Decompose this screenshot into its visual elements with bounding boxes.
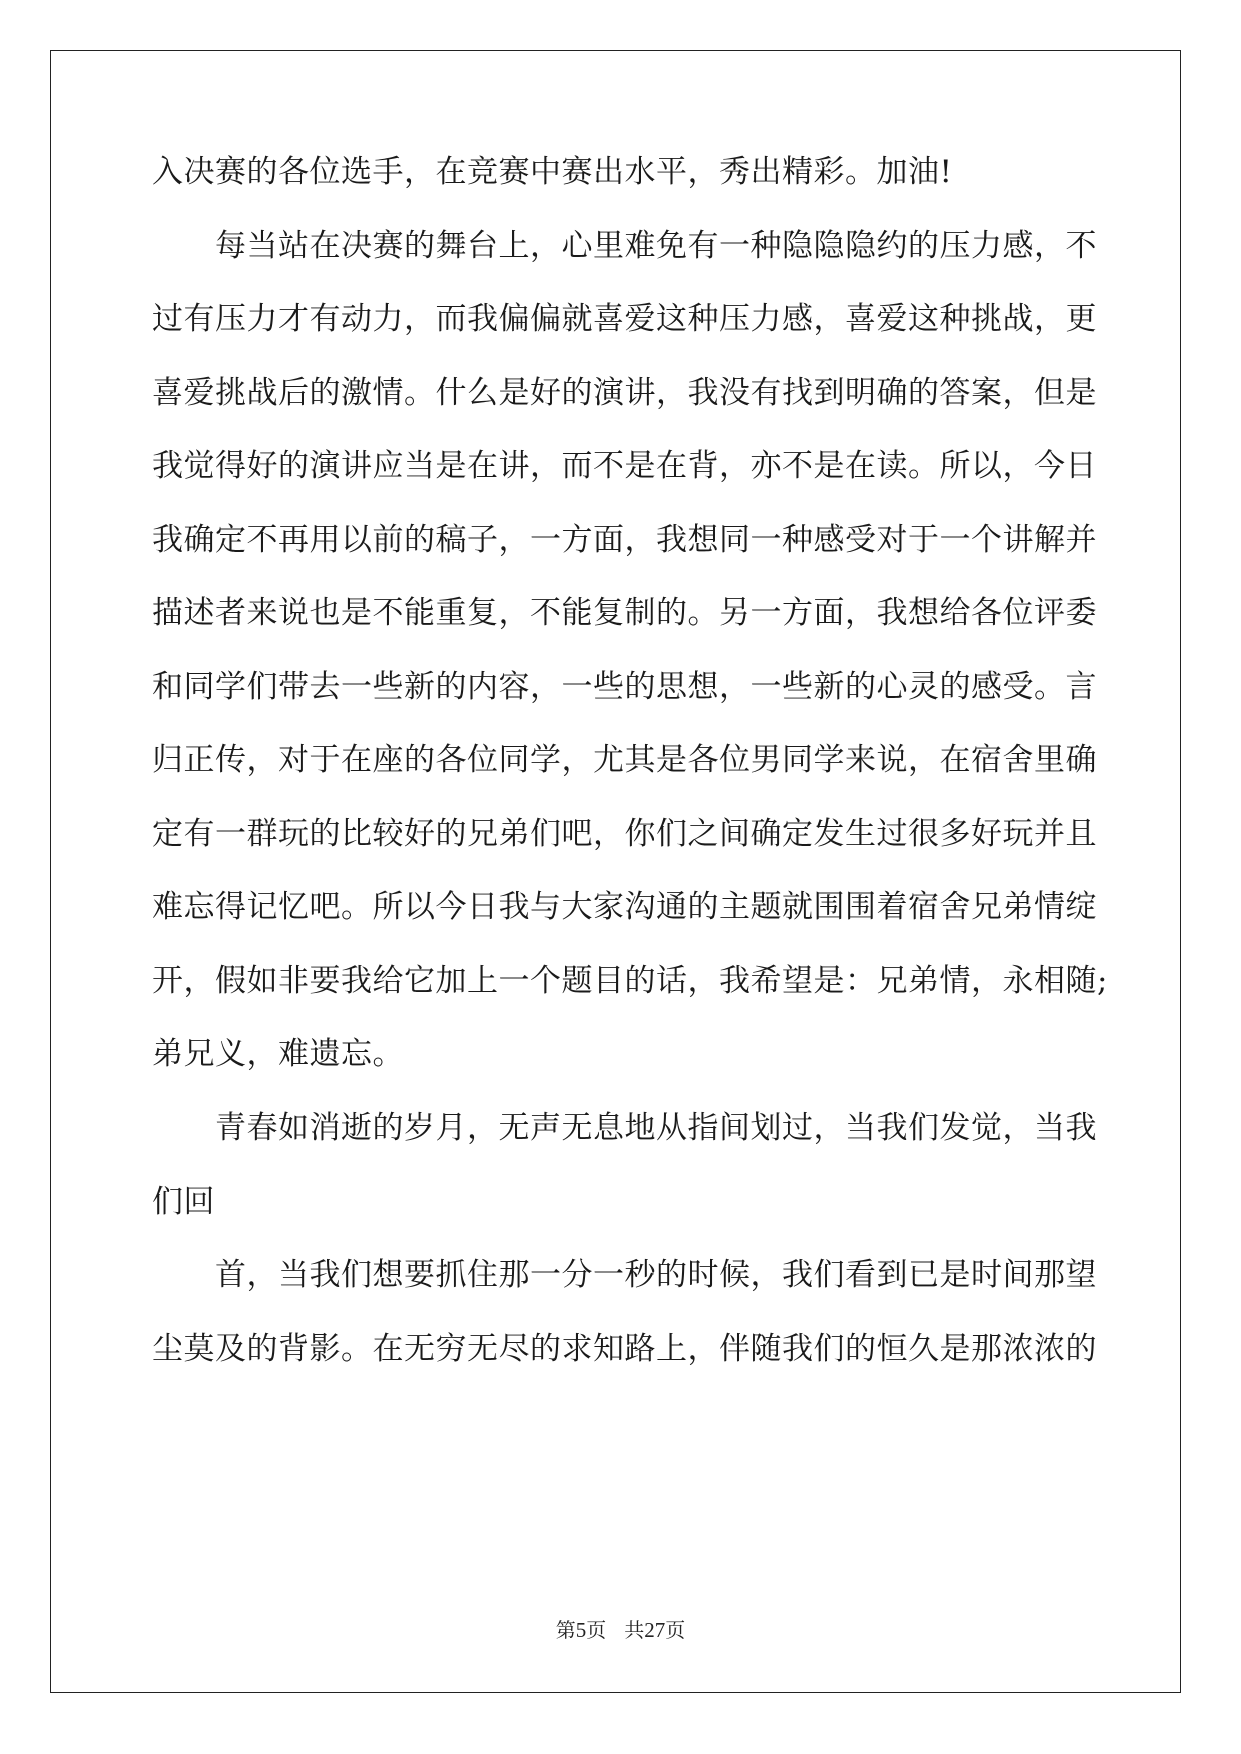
body-text-line: 过有压力才有动力，而我偏偏就喜爱这种压力感，喜爱这种挑战，更 bbox=[152, 301, 1097, 337]
body-text-line: 难忘得记忆吧。所以今日我与大家沟通的主题就围围着宿舍兄弟情绽 bbox=[152, 889, 1097, 925]
page-label-prefix: 第 bbox=[555, 1618, 576, 1642]
page-number: 5 bbox=[575, 1618, 587, 1642]
body-text-line: 青春如消逝的岁月，无声无息地从指间划过，当我们发觉，当我 bbox=[152, 1110, 1097, 1146]
body-text-line: 归正传，对于在座的各位同学，尤其是各位男同学来说，在宿舍里确 bbox=[152, 742, 1097, 778]
body-text-line: 入决赛的各位选手，在竞赛中赛出水平，秀出精彩。加油! bbox=[152, 154, 953, 190]
page-footer bbox=[0, 1618, 1241, 1642]
body-text-line: 喜爱挑战后的激情。什么是好的演讲，我没有找到明确的答案，但是 bbox=[152, 375, 1097, 411]
total-label-suffix: 页 bbox=[665, 1618, 686, 1642]
body-text-line: 和同学们带去一些新的内容，一些的思想，一些新的心灵的感受。言 bbox=[152, 669, 1097, 705]
total-label-prefix: 共 bbox=[624, 1618, 645, 1642]
body-text-line: 弟兄义，难遗忘。 bbox=[152, 1036, 404, 1072]
body-text-line: 描述者来说也是不能重复，不能复制的。另一方面，我想给各位评委 bbox=[152, 595, 1097, 631]
total-pages: 27 bbox=[644, 1618, 666, 1642]
body-text-line: 每当站在决赛的舞台上，心里难免有一种隐隐隐约的压力感，不 bbox=[152, 228, 1097, 264]
body-text-line: 我觉得好的演讲应当是在讲，而不是在背，亦不是在读。所以，今日 bbox=[152, 448, 1097, 484]
page-border bbox=[50, 50, 1181, 1693]
body-text-line: 定有一群玩的比较好的兄弟们吧，你们之间确定发生过很多好玩并且 bbox=[152, 816, 1097, 852]
body-text-line: 尘莫及的背影。在无穷无尽的求知路上，伴随我们的恒久是那浓浓的 bbox=[152, 1331, 1097, 1367]
body-text-line: 首，当我们想要抓住那一分一秒的时候，我们看到已是时间那望 bbox=[152, 1257, 1097, 1293]
body-text-line: 开，假如非要我给它加上一个题目的话，我希望是：兄弟情，永相随; bbox=[152, 963, 1108, 999]
page-label-suffix: 页 bbox=[586, 1618, 607, 1642]
body-text-line: 们回 bbox=[152, 1184, 215, 1220]
body-text-line: 我确定不再用以前的稿子，一方面，我想同一种感受对于一个讲解并 bbox=[152, 522, 1097, 558]
